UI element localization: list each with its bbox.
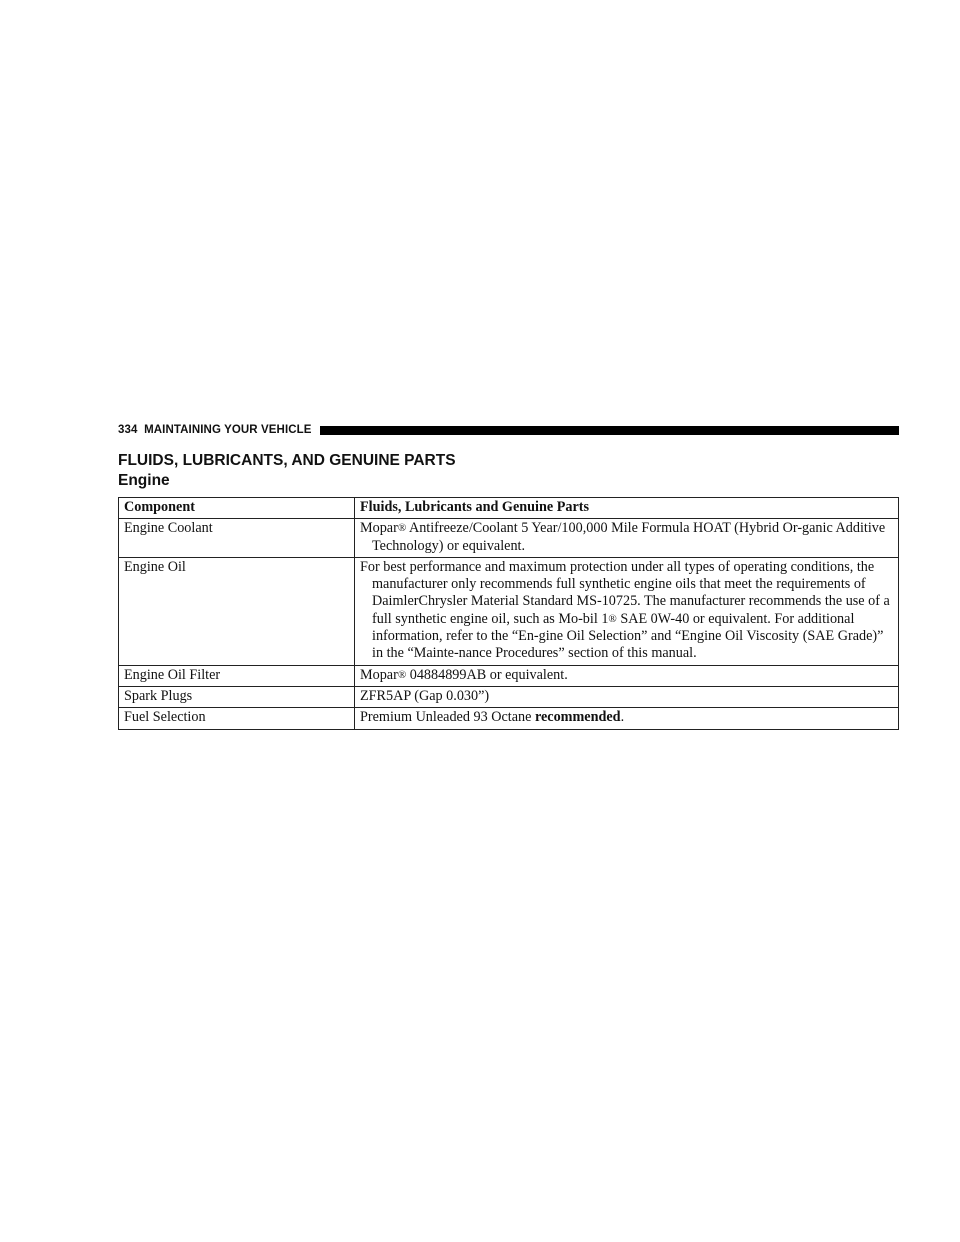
trademark-symbol: ®	[397, 522, 407, 535]
parts-description-tail: SAE 0W-40 or equivalent. For additional information, refer to the “En-gine Oil Selection” and “Engine Oil Viscosity (SAE Grade)” in the “Mainte-nance Procedures” section of this manual.	[372, 610, 884, 662]
table-row	[119, 519, 899, 558]
parts-description-lead: For best performance and maximum protection under all types of operating conditions, the manufacturer only recommends full synthetic engine oils that meet the requirements of DaimlerChrysler Material Standard MS-10725. The manufacturer recommends the use of a full synthetic engine oil, such as Mo-bil 1	[360, 558, 890, 627]
parts-cell	[355, 708, 899, 729]
parts-text	[360, 520, 894, 555]
fluids-table	[118, 497, 899, 730]
parts-cell	[355, 519, 899, 558]
parts-text	[360, 667, 894, 684]
parts-emphasis: recommended	[534, 709, 621, 726]
component-cell: Engine Oil	[119, 557, 355, 665]
table-row	[119, 686, 899, 707]
running-section-title: MAINTAINING YOUR VEHICLE	[144, 424, 312, 436]
table-row	[119, 665, 899, 686]
parts-cell: ZFR5AP (Gap 0.030”)	[355, 686, 899, 707]
component-cell: Fuel Selection	[119, 708, 355, 729]
component-cell: Spark Plugs	[119, 686, 355, 707]
parts-cell	[355, 665, 899, 686]
parts-description-lead: Premium Unleaded 93 Octane	[360, 709, 535, 726]
header-fluids: Fluids, Lubricants and Genuine Parts	[355, 498, 899, 519]
brand-name: Mopar	[360, 666, 398, 683]
trademark-symbol: ®	[608, 612, 617, 625]
section-title: FLUIDS, LUBRICANTS, AND GENUINE PARTS	[118, 452, 456, 469]
parts-description: Antifreeze/Coolant 5 Year/100,000 Mile Formula HOAT (Hybrid Or-ganic Additive Technology) or equivalent.	[372, 520, 886, 554]
table-row	[119, 708, 899, 729]
parts-description-tail: .	[620, 709, 625, 726]
page-header-text	[118, 424, 320, 436]
page-number: 334	[118, 424, 138, 436]
parts-cell	[355, 557, 899, 665]
page-header	[118, 422, 899, 438]
table-header-row	[119, 498, 899, 519]
component-cell: Engine Oil Filter	[119, 665, 355, 686]
parts-description: 04884899AB or equivalent.	[409, 666, 568, 683]
parts-text	[360, 559, 894, 663]
subsection-title: Engine	[118, 472, 170, 489]
component-cell: Engine Coolant	[119, 519, 355, 558]
header-rule	[320, 426, 899, 435]
header-component: Component	[119, 498, 355, 519]
table-row	[119, 557, 899, 665]
trademark-symbol: ®	[397, 668, 407, 681]
brand-name: Mopar	[360, 520, 398, 537]
